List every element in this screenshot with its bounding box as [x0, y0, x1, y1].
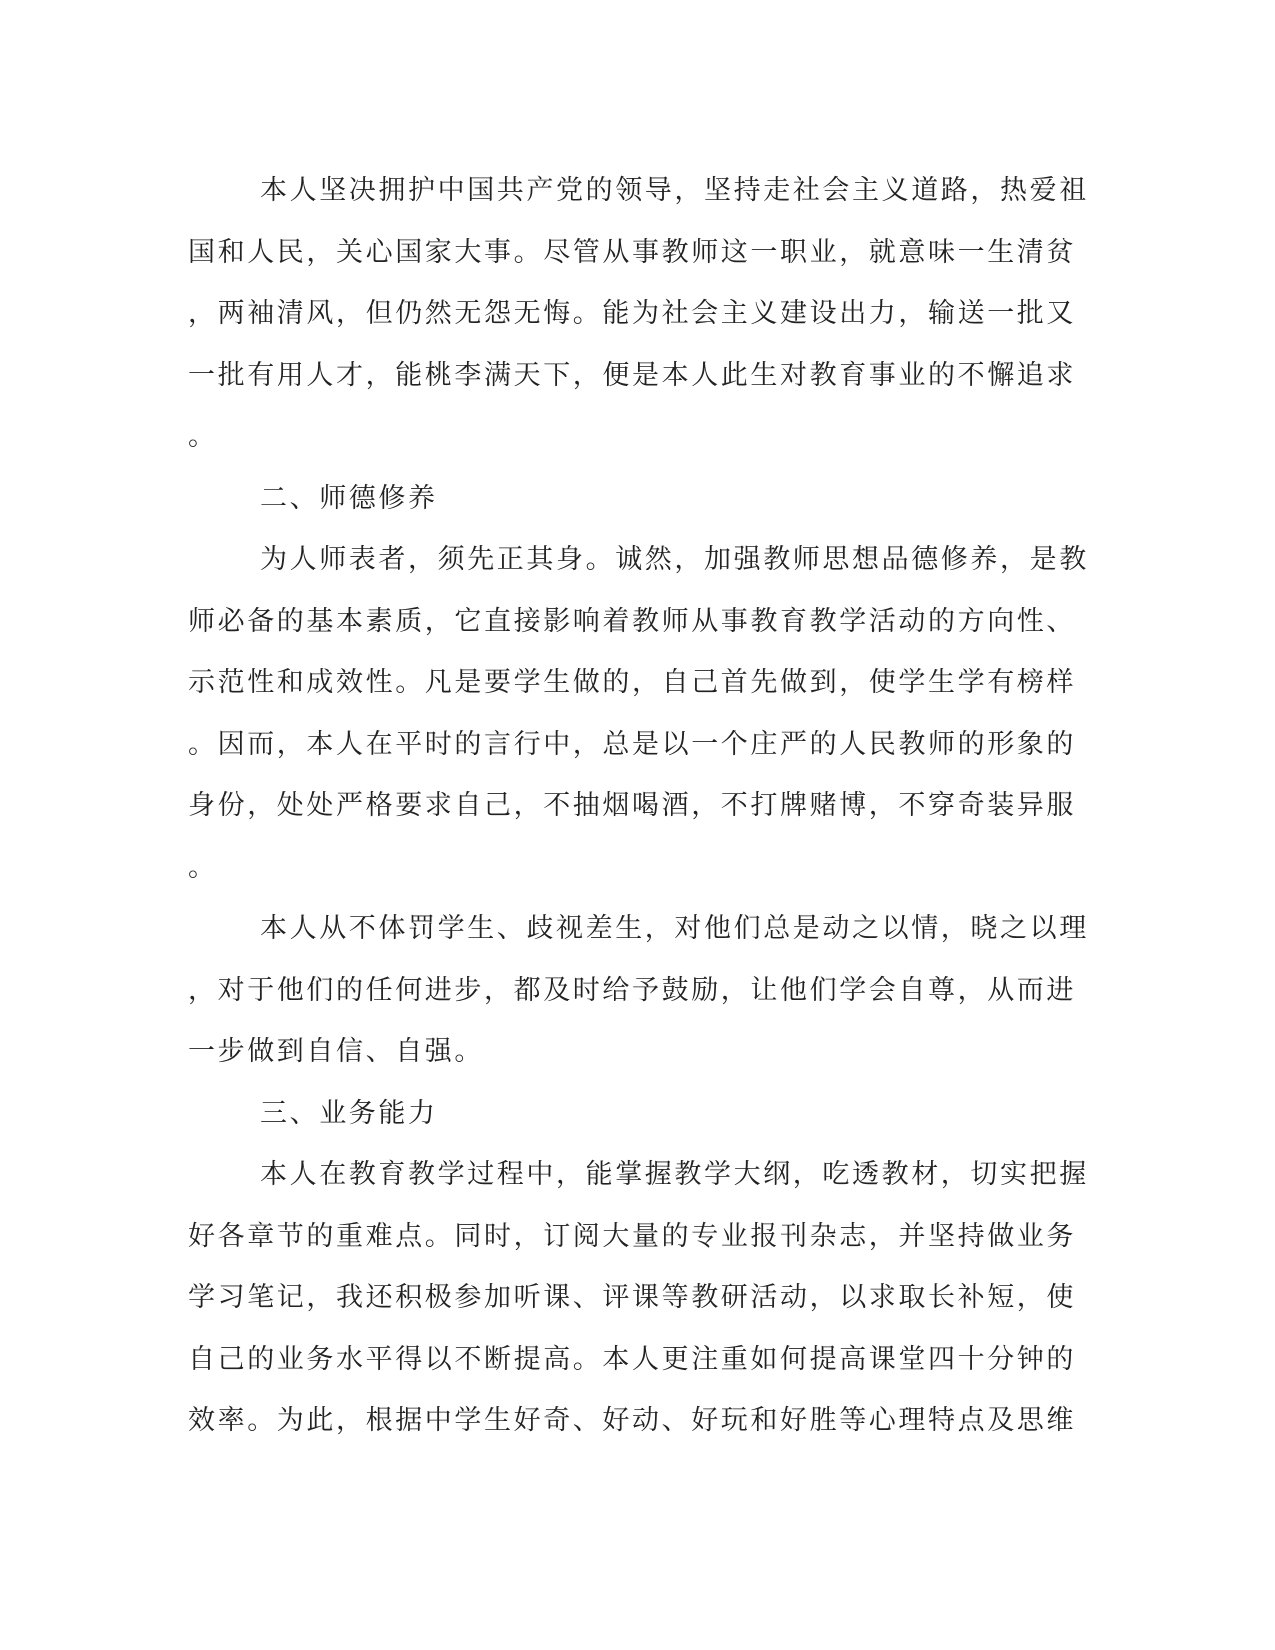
text-line: 学习笔记，我还积极参加听课、评课等教研活动，以求取长补短，使: [188, 1282, 1076, 1313]
text-line: 。: [188, 851, 218, 883]
text-line: 自己的业务水平得以不断提高。本人更注重如何提高课堂四十分钟的: [188, 1343, 1076, 1375]
text-line: 。: [188, 421, 218, 452]
text-line: 效率。为此，根据中学生好奇、好动、好玩和好胜等心理特点及思维: [188, 1405, 1076, 1436]
text-line: ，两袖清风，但仍然无怨无悔。能为社会主义建设出力，输送一批又: [188, 298, 1076, 329]
section-heading-professional-ability: 三、业务能力: [260, 1097, 438, 1129]
text-line: 一步做到自信、自强。: [188, 1036, 484, 1067]
text-line: 本人坚决拥护中国共产党的领导，坚持走社会主义道路，热爱祖: [260, 175, 1089, 206]
section-heading-ethics: 二、师德修养: [260, 482, 438, 514]
text-line: ，对于他们的任何进步，都及时给予鼓励，让他们学会自尊，从而进: [188, 974, 1076, 1006]
text-line: 为人师表者，须先正其身。诚然，加强教师思想品德修养，是教: [260, 544, 1089, 575]
text-line: 身份，处处严格要求自己，不抽烟喝酒，不打牌赌博，不穿奇装异服: [188, 790, 1076, 821]
text-line: 本人从不体罚学生、歧视差生，对他们总是动之以情，晓之以理: [260, 913, 1089, 944]
text-line: 一批有用人才，能桃李满天下，便是本人此生对教育事业的不懈追求: [188, 359, 1076, 391]
text-line: 师必备的基本素质，它直接影响着教师从事教育教学活动的方向性、: [188, 605, 1076, 637]
document-body: [188, 160, 1089, 1452]
text-line: 本人在教育教学过程中，能掌握教学大纲，吃透教材，切实把握: [260, 1159, 1089, 1190]
text-line: 。因而，本人在平时的言行中，总是以一个庄严的人民教师的形象的: [188, 728, 1076, 760]
text-line: 好各章节的重难点。同时，订阅大量的专业报刊杂志，并坚持做业务: [188, 1220, 1076, 1252]
text-line: 国和人民，关心国家大事。尽管从事教师这一职业，就意味一生清贫: [188, 236, 1076, 268]
text-line: 示范性和成效性。凡是要学生做的，自己首先做到，使学生学有榜样: [188, 667, 1076, 698]
